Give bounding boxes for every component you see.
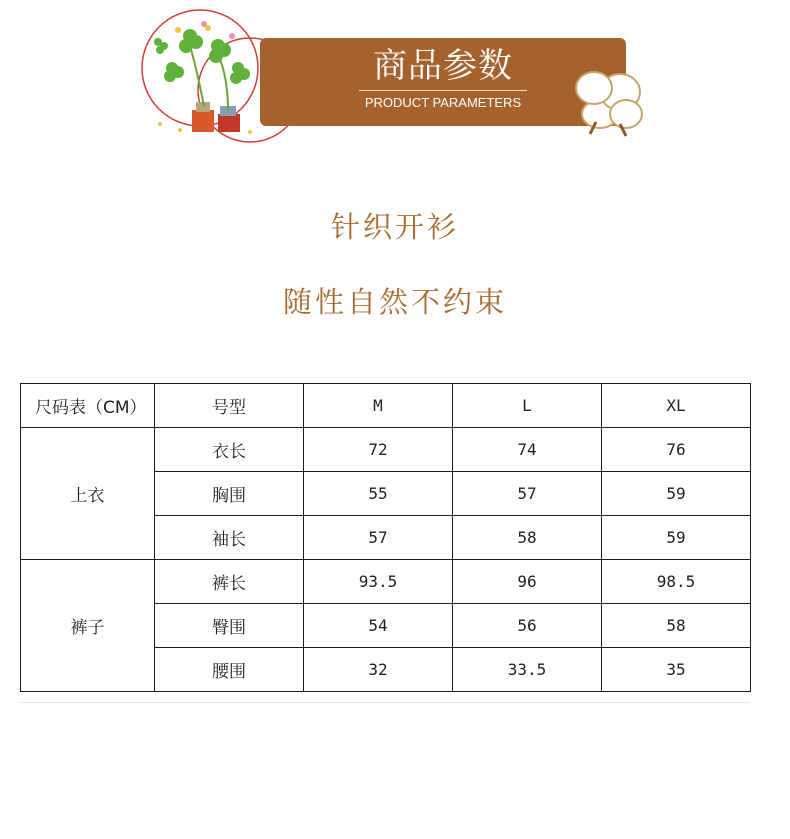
row-label: 腰围 — [155, 648, 304, 692]
row-label: 裤长 — [155, 560, 304, 604]
group-label-pants: 裤子 — [21, 560, 155, 692]
corner-cell: 尺码表（CM） — [21, 384, 155, 428]
cell-value: 32 — [304, 648, 453, 692]
cell-value: 96 — [453, 560, 602, 604]
cell-value: 58 — [602, 604, 751, 648]
banner-title: 商品参数 — [373, 46, 513, 86]
row-label: 胸围 — [155, 472, 304, 516]
cell-value: 72 — [304, 428, 453, 472]
cell-value: 35 — [602, 648, 751, 692]
cell-value: 58 — [453, 516, 602, 560]
cell-value: 57 — [453, 472, 602, 516]
header-size-xl: XL — [602, 384, 751, 428]
row-label: 臀围 — [155, 604, 304, 648]
cell-value: 76 — [602, 428, 751, 472]
banner-divider — [359, 90, 527, 91]
cell-value: 59 — [602, 516, 751, 560]
cell-value: 57 — [304, 516, 453, 560]
group-label-top: 上衣 — [21, 428, 155, 560]
row-label: 衣长 — [155, 428, 304, 472]
tagline-product: 针织开衫 — [330, 210, 459, 244]
table-baseline — [20, 702, 750, 703]
cell-value: 56 — [453, 604, 602, 648]
size-table — [20, 383, 751, 692]
header-size-l: L — [453, 384, 602, 428]
tagline-slogan: 随性自然不约束 — [282, 285, 507, 319]
cell-value: 54 — [304, 604, 453, 648]
cell-value: 55 — [304, 472, 453, 516]
header-size-m: M — [304, 384, 453, 428]
cell-value: 59 — [602, 472, 751, 516]
table-row — [21, 428, 751, 472]
cell-value: 74 — [453, 428, 602, 472]
header-type-label: 号型 — [155, 384, 304, 428]
cell-value: 93.5 — [304, 560, 453, 604]
banner-title-block — [262, 38, 624, 121]
table-header-row — [21, 384, 751, 428]
banner-subtitle: PRODUCT PARAMETERS — [364, 95, 522, 110]
cell-value: 98.5 — [602, 560, 751, 604]
table-row — [21, 560, 751, 604]
cell-value: 33.5 — [453, 648, 602, 692]
size-table-wrap — [20, 383, 750, 692]
row-label: 袖长 — [155, 516, 304, 560]
